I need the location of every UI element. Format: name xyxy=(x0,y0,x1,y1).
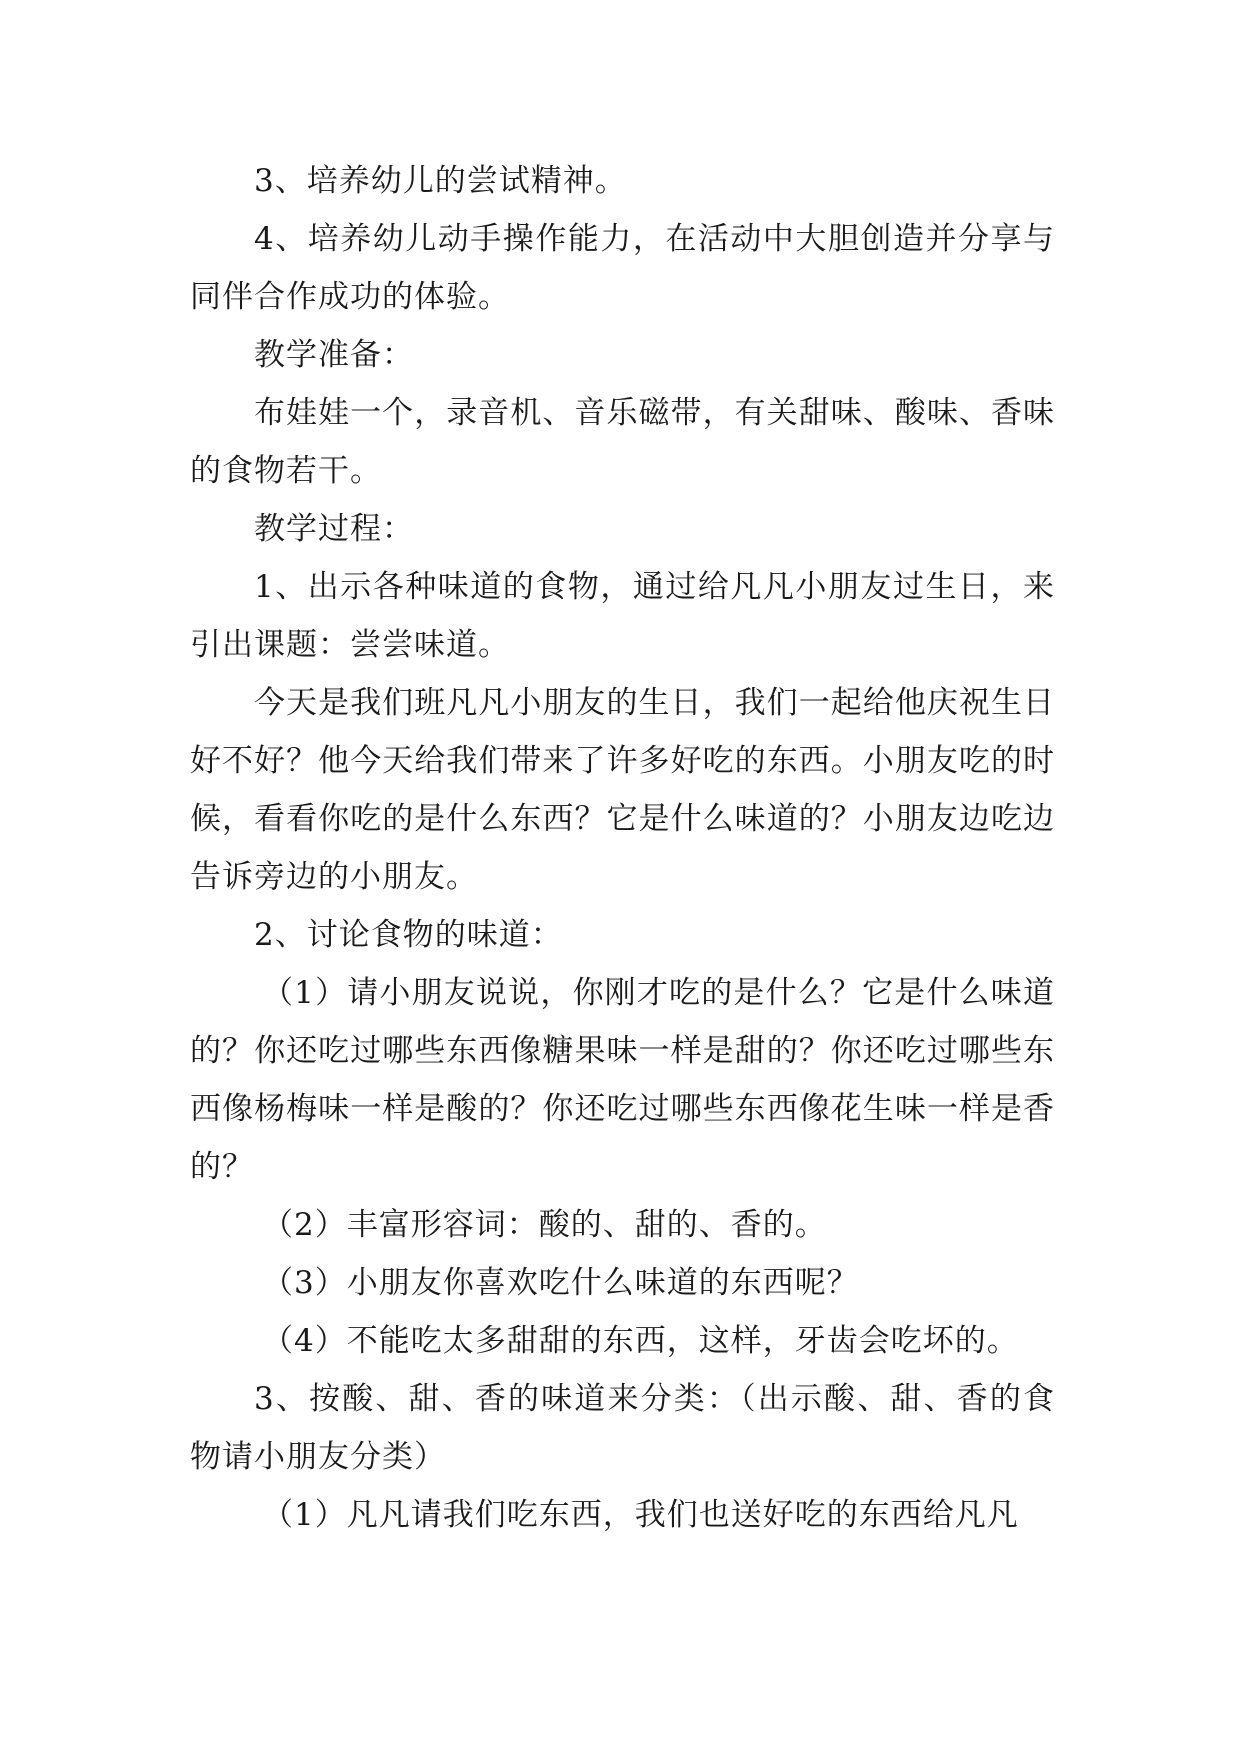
paragraph-step-1: 1、出示各种味道的食物，通过给凡凡小朋友过生日，来引出课题：尝尝味道。 xyxy=(190,569,1055,663)
document-body xyxy=(190,152,1055,1544)
paragraph-objective-3: 3、培养幼儿的尝试精神。 xyxy=(254,163,627,199)
heading-teaching-preparation: 教学准备： xyxy=(254,337,414,373)
paragraph-birthday-intro: 今天是我们班凡凡小朋友的生日，我们一起给他庆祝生日好不好？他今天给我们带来了许多好吃的东西。小朋友吃的时候，看看你吃的是什么东西？它是什么味道的？小朋友边吃边告诉旁边的小朋友。 xyxy=(190,685,1055,895)
paragraph-step-2: 2、讨论食物的味道： xyxy=(254,917,563,953)
heading-teaching-process: 教学过程： xyxy=(254,511,414,547)
paragraph-step-3: 3、按酸、甜、香的味道来分类：（出示酸、甜、香的食物请小朋友分类） xyxy=(190,1381,1055,1475)
paragraph-step-2-item-3: （3）小朋友你喜欢吃什么味道的东西呢？ xyxy=(262,1265,859,1301)
paragraph-step-2-item-1: （1）请小朋友说说，你刚才吃的是什么？它是什么味道的？你还吃过哪些东西像糖果味一样是甜的？你还吃过哪些东西像杨梅味一样是酸的？你还吃过哪些东西像花生味一样是香的？ xyxy=(190,975,1055,1185)
paragraph-step-3-item-1: （1）凡凡请我们吃东西，我们也送好吃的东西给凡凡 xyxy=(262,1497,1019,1533)
paragraph-objective-4: 4、培养幼儿动手操作能力，在活动中大胆创造并分享与同伴合作成功的体验。 xyxy=(190,221,1055,315)
paragraph-preparation-materials: 布娃娃一个，录音机、音乐磁带，有关甜味、酸味、香味的食物若干。 xyxy=(190,395,1055,489)
paragraph-step-2-item-2: （2）丰富形容词：酸的、甜的、香的。 xyxy=(262,1207,827,1243)
paragraph-step-2-item-4: （4）不能吃太多甜甜的东西，这样，牙齿会吃坏的。 xyxy=(262,1323,1019,1359)
